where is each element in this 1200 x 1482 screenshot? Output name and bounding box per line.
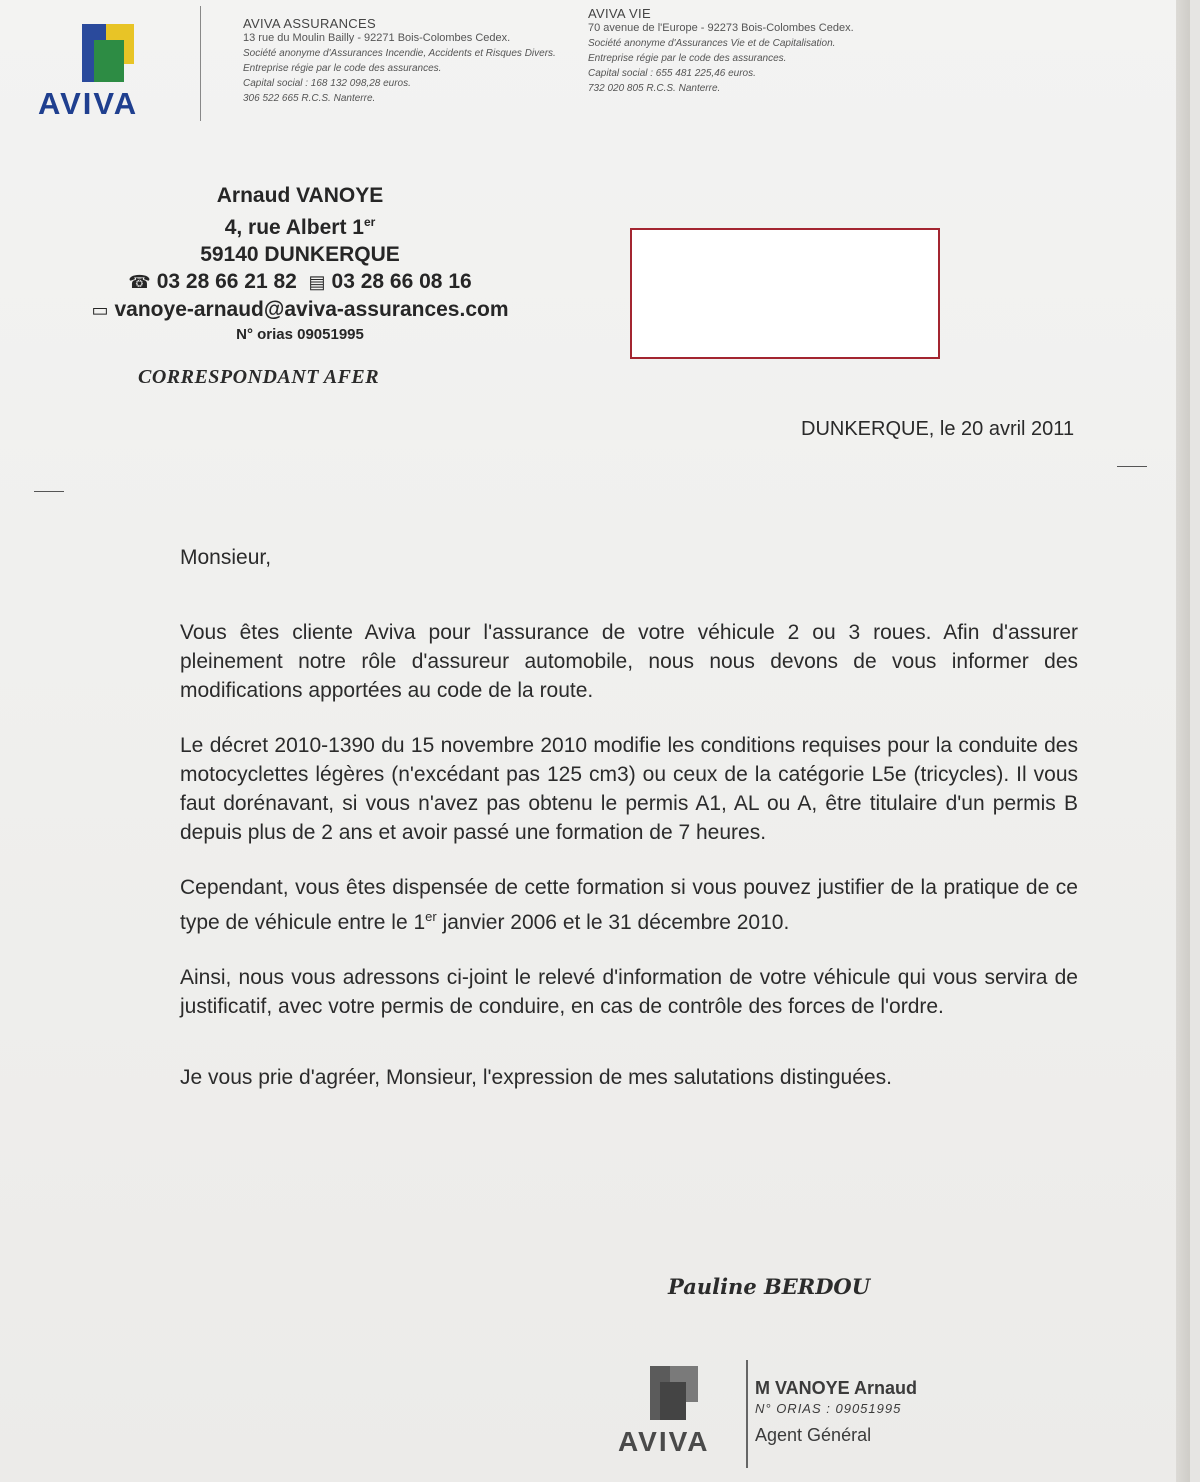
header-aviva-vie: [588, 6, 854, 96]
vie-address: 70 avenue de l'Europe - 92273 Bois-Colombes Cedex.: [588, 22, 854, 34]
stamp-agent-name: M VANOYE Arnaud: [755, 1378, 918, 1398]
sender-phone: 03 28 66 21 82: [156, 270, 297, 293]
sender-email: vanoye-arnaud@aviva-assurances.com: [114, 298, 509, 321]
stamp-role: Agent Général: [755, 1425, 872, 1445]
signer-name: Pauline BERDOU: [668, 1274, 871, 1299]
sender-fax: 03 28 66 08 16: [331, 270, 472, 293]
vie-line2: Entreprise régie par le code des assurances.: [588, 53, 787, 64]
stamp-wordmark: AVIVA: [618, 1426, 710, 1457]
stamp-aviva-logo: [618, 1366, 748, 1458]
recipient-address-box-redacted: [630, 228, 940, 359]
assurances-line1: Société anonyme d'Assurances Incendie, Accidents et Risques Divers.: [243, 48, 556, 59]
sender-phones: [40, 268, 560, 296]
sender-email-line: [40, 296, 560, 324]
aviva-logo: [38, 24, 178, 122]
computer-icon: ▭: [91, 300, 109, 320]
letter-body: [180, 543, 1078, 1092]
fold-mark-right: [1117, 466, 1147, 467]
sender-block: [40, 182, 560, 346]
sender-name: Arnaud VANOYE: [216, 184, 384, 207]
letter-paragraph-2: Le décret 2010-1390 du 15 novembre 2010 modifie les conditions requises pour la conduite des motocyclettes légères (n'excédant pas 125 cm3) ou ceux de la catégorie L5e (tricycles). Il vous faut dorénavant, si vous n'avez pas obtenu le permis A1, AL ou A, être titulaire d'un permis B depuis plus de 2 ans et avoir passé une formation de 7 heures.: [180, 734, 1078, 844]
aviva-logo-wordmark: AVIVA: [38, 86, 139, 121]
sender-orias: N° orias 09051995: [236, 326, 364, 343]
stamp-logo-mark-icon: [650, 1366, 700, 1420]
assurances-line3: Capital social : 168 132 098,28 euros.: [243, 78, 411, 89]
letter-closing: Je vous prie d'agréer, Monsieur, l'expression de mes salutations distinguées.: [180, 1066, 892, 1089]
vie-line4: 732 020 805 R.C.S. Nanterre.: [588, 83, 721, 94]
vie-line3: Capital social : 655 481 225,46 euros.: [588, 68, 756, 79]
fold-mark-left: [34, 491, 64, 492]
role-title: CORRESPONDANT AFER: [138, 366, 380, 388]
vie-line1: Société anonyme d'Assurances Vie et de Capitalisation.: [588, 38, 836, 49]
stamp-orias: N° ORIAS : 09051995: [755, 1401, 902, 1416]
agent-stamp: [755, 1376, 917, 1448]
page-edge-shadow: [1176, 0, 1190, 1482]
letter-paragraph-1: Vous êtes cliente Aviva pour l'assurance de votre véhicule 2 ou 3 roues. Afin d'assurer pleinement notre rôle d'assureur automobile, nous nous devons de vous informer des modifications apportées au code de la route.: [180, 621, 1078, 702]
fax-icon: ▤: [308, 272, 326, 292]
assurances-title: AVIVA ASSURANCES: [243, 16, 376, 31]
sender-city: 59140 DUNKERQUE: [200, 243, 400, 266]
letter-salutation: Monsieur,: [180, 546, 272, 569]
letter-date: DUNKERQUE, le 20 avril 2011: [801, 418, 1075, 440]
aviva-logo-mark-icon: [82, 24, 138, 82]
assurances-line2: Entreprise régie par le code des assurances.: [243, 63, 442, 74]
letter-paragraph-3: Cependant, vous êtes dispensée de cette formation si vous pouvez justifier de la pratique de ce type de véhicule entre le 1er janvier 2006 et le 31 décembre 2010.: [180, 876, 1078, 934]
sender-street: 4, rue Albert 1er: [224, 215, 376, 239]
stamp-divider: [746, 1360, 748, 1468]
header-aviva-assurances: [243, 16, 556, 106]
assurances-line4: 306 522 665 R.C.S. Nanterre.: [243, 93, 376, 104]
phone-icon: ☎: [128, 272, 151, 292]
header-divider: [200, 6, 201, 121]
letter-paragraph-4: Ainsi, nous vous adressons ci-joint le relevé d'information de votre véhicule qui vous servira de justificatif, avec votre permis de conduire, en cas de contrôle des forces de l'ordre.: [180, 966, 1078, 1018]
vie-title: AVIVA VIE: [588, 6, 651, 21]
assurances-address: 13 rue du Moulin Bailly - 92271 Bois-Colombes Cedex.: [243, 32, 511, 44]
